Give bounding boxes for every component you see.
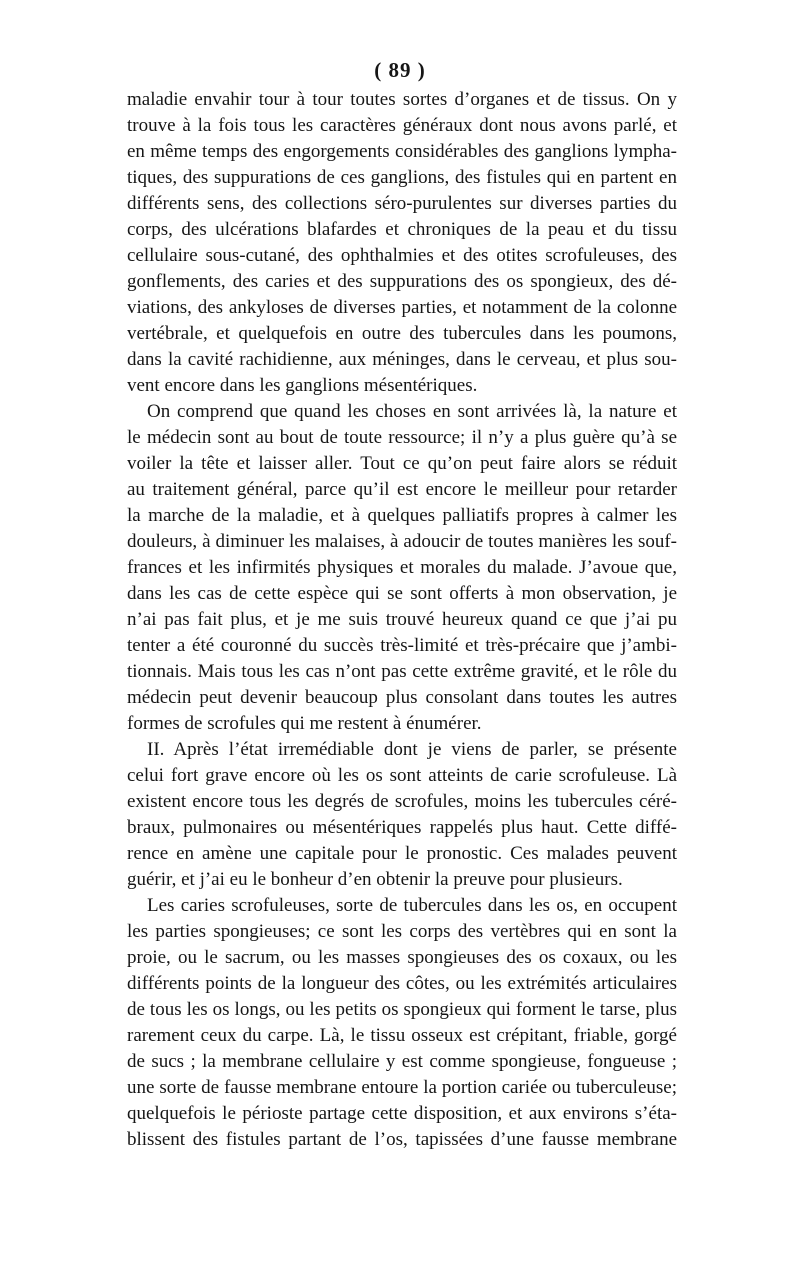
text-line: cellulaire sous-cutané, des ophthalmies et des otites scrofuleuses, des bbox=[127, 245, 677, 266]
text-line: maladie envahir tour à tour toutes sortes d’organes et de tissus. On y bbox=[127, 89, 677, 110]
text-line: Les caries scrofuleuses, sorte de tubercules dans les os, en occupent bbox=[147, 895, 677, 916]
text-line: tenter a été couronné du succès très-limité et très-précaire que j’ambi- bbox=[127, 635, 677, 656]
text-line: existent encore tous les degrés de scrofules, moins les tubercules céré- bbox=[127, 791, 677, 812]
text-line: trouve à la fois tous les caractères généraux dont nous avons parlé, et bbox=[127, 115, 677, 136]
text-line: de tous les os longs, ou les petits os spongieux qui forment le tarse, plus bbox=[127, 999, 677, 1020]
text-line: vertébrale, et quelquefois en outre des tubercules dans les poumons, bbox=[127, 323, 677, 344]
text-line: formes de scrofules qui me restent à énumérer. bbox=[127, 713, 482, 734]
text-line: une sorte de fausse membrane entoure la portion cariée ou tuberculeuse; bbox=[127, 1077, 677, 1098]
text-line: dans les cas de cette espèce qui se sont offerts à mon observation, je bbox=[127, 583, 677, 604]
text-line: différents points de la longueur des côtes, ou les extrémités articulaires bbox=[127, 973, 677, 994]
text-line: frances et les infirmités physiques et morales du malade. J’avoue que, bbox=[127, 557, 677, 578]
text-line: au traitement général, parce qu’il est encore le meilleur pour retarder bbox=[127, 479, 677, 500]
text-line: braux, pulmonaires ou mésentériques rappelés plus haut. Cette diffé- bbox=[127, 817, 677, 838]
text-line: corps, des ulcérations blafardes et chroniques de la peau et du tissu bbox=[127, 219, 677, 240]
text-line: n’ai pas fait plus, et je me suis trouvé heureux quand ce que j’ai pu bbox=[127, 609, 677, 630]
text-line: vent encore dans les ganglions mésentériques. bbox=[127, 375, 478, 396]
text-line: rarement ceux du carpe. Là, le tissu osseux est crépitant, friable, gorgé bbox=[127, 1025, 677, 1046]
text-line: II. Après l’état irremédiable dont je viens de parler, se présente bbox=[147, 739, 677, 760]
text-line: tiques, des suppurations de ces ganglions, des fistules qui en partent en bbox=[127, 167, 677, 188]
text-line: On comprend que quand les choses en sont arrivées là, la nature et bbox=[147, 401, 677, 422]
text-line: dans la cavité rachidienne, aux méninges, dans le cerveau, et plus sou- bbox=[127, 349, 677, 370]
text-line: quelquefois le périoste partage cette disposition, et aux environs s’éta- bbox=[127, 1103, 677, 1124]
text-line: gonflements, des caries et des suppurations des os spongieux, des dé- bbox=[127, 271, 677, 292]
text-line: la marche de la maladie, et à quelques palliatifs propres à calmer les bbox=[127, 505, 677, 526]
text-line: médecin peut devenir beaucoup plus consolant dans toutes les autres bbox=[127, 687, 677, 708]
text-line: rence en amène une capitale pour le pronostic. Ces malades peuvent bbox=[127, 843, 677, 864]
text-line: blissent des fistules partant de l’os, tapissées d’une fausse membrane bbox=[127, 1129, 677, 1150]
text-line: différents sens, des collections séro-purulentes sur diverses parties du bbox=[127, 193, 677, 214]
page-number: ( 89 ) bbox=[374, 58, 426, 82]
text-line: viations, des ankyloses de diverses parties, et notamment de la colonne bbox=[127, 297, 677, 318]
text-line: de sucs ; la membrane cellulaire y est comme spongieuse, fongueuse ; bbox=[127, 1051, 677, 1072]
text-line: celui fort grave encore où les os sont atteints de carie scrofuleuse. Là bbox=[127, 765, 677, 786]
text-line: proie, ou le sacrum, ou les masses spongieuses des os coxaux, ou les bbox=[127, 947, 677, 968]
text-line: les parties spongieuses; ce sont les corps des vertèbres qui en sont la bbox=[127, 921, 677, 942]
text-line: guérir, et j’ai eu le bonheur d’en obtenir la preuve pour plusieurs. bbox=[127, 869, 623, 890]
text-line: tionnais. Mais tous les cas n’ont pas cette extrême gravité, et le rôle du bbox=[127, 661, 677, 682]
text-line: voiler la tête et laisser aller. Tout ce qu’on peut faire alors se réduit bbox=[127, 453, 677, 474]
body-text bbox=[127, 87, 677, 1153]
text-line: en même temps des engorgements considérables des ganglions lympha- bbox=[127, 141, 677, 162]
text-line: le médecin sont au bout de toute ressource; il n’y a plus guère qu’à se bbox=[127, 427, 677, 448]
text-line: douleurs, à diminuer les malaises, à adoucir de toutes manières les souf- bbox=[127, 531, 677, 552]
